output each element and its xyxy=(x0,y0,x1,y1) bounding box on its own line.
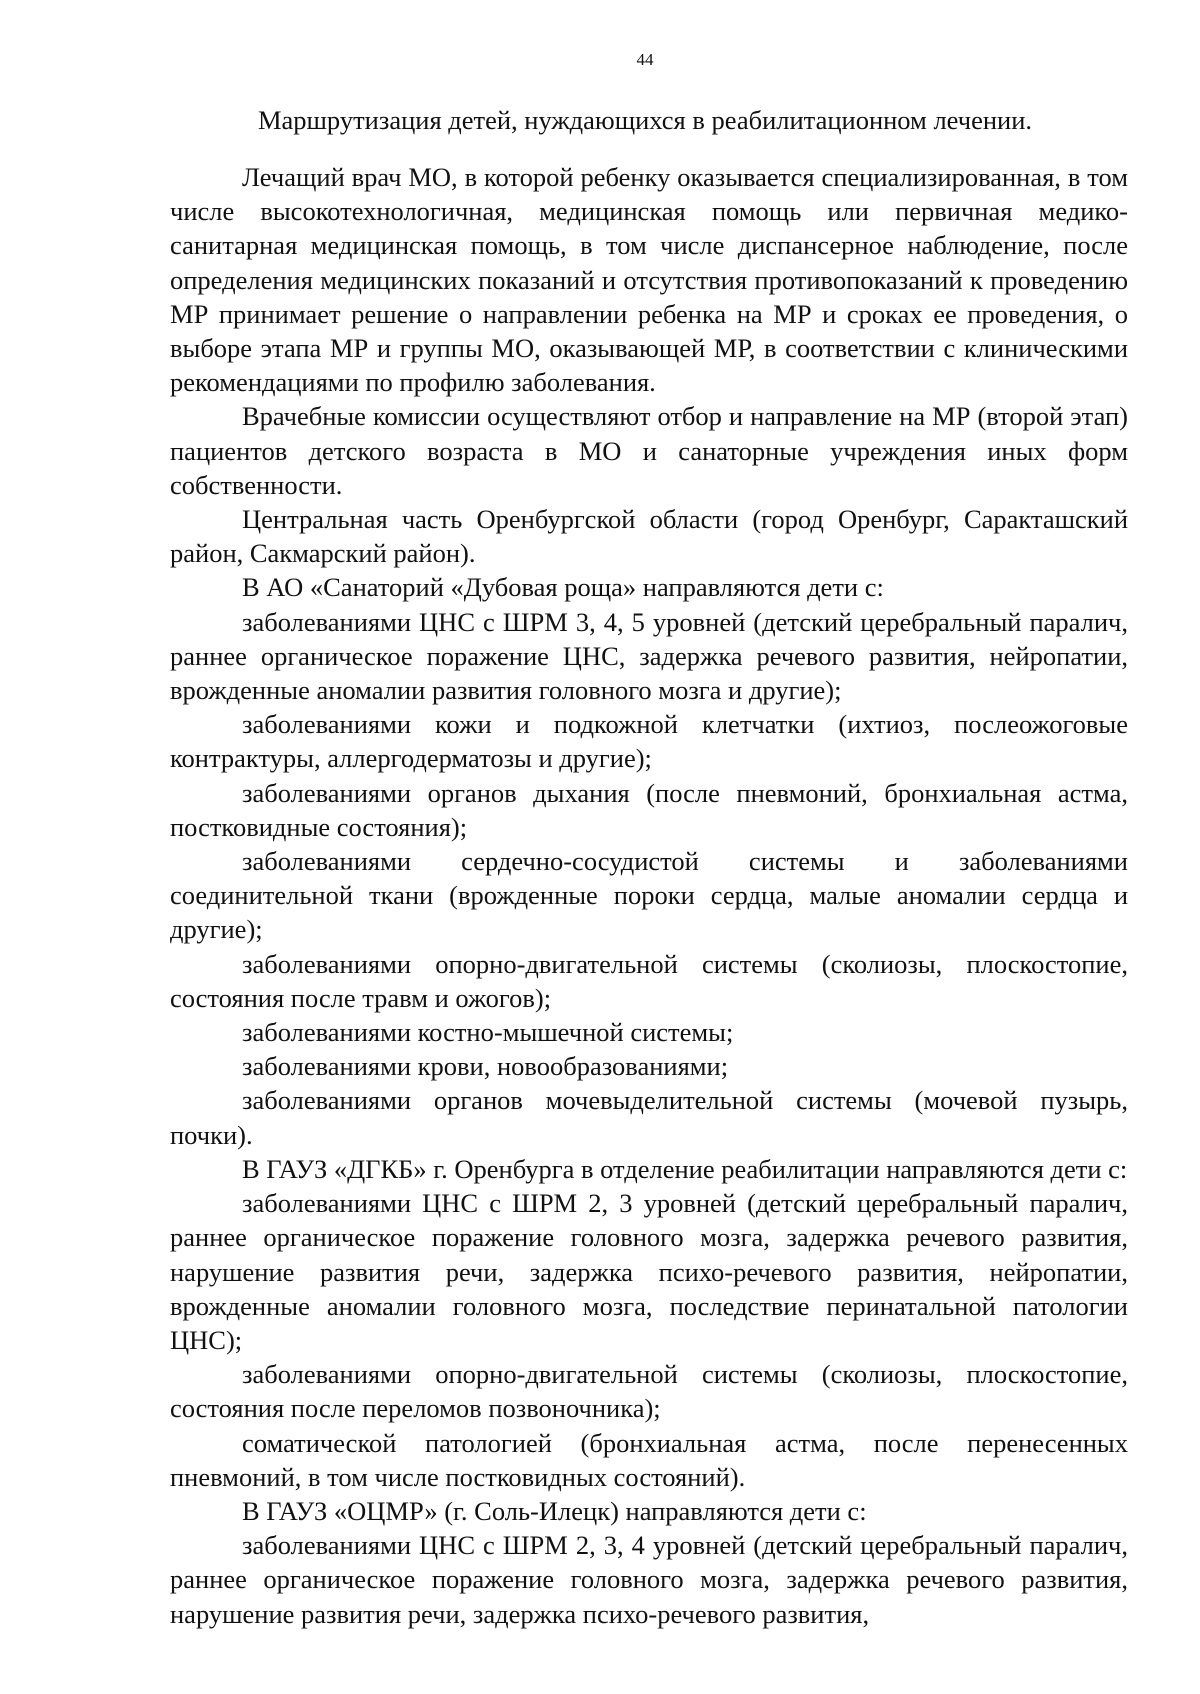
paragraph: Врачебные комиссии осуществляют отбор и направление на МР (второй этап) пациентов детского возраста в МО и санаторные учреждения иных форм собственности. xyxy=(170,401,1128,500)
list-item: заболеваниями органов дыхания (после пневмоний, бронхиальная астма, постковидные состояния); xyxy=(170,777,1128,842)
list-item: заболеваниями кожи и подкожной клетчатки (ихтиоз, послеожоговые контрактуры, аллергодерматозы и другие); xyxy=(170,709,1128,774)
list-item: заболеваниями органов мочевыделительной системы (мочевой пузырь, почки). xyxy=(170,1085,1128,1150)
list-item: заболеваниями ЦНС с ШРМ 2, 3, 4 уровней (детский церебральный паралич, раннее органическое поражение головного мозга, задержка речевого развития, нарушение развития речи, задержка психо-речевого развития, xyxy=(170,1530,1128,1629)
list-item: заболеваниями ЦНС с ШРМ 3, 4, 5 уровней (детский церебральный паралич, раннее органическое поражение ЦНС, задержка речевого развития, нейропатии, врожденные аномалии развития головного мозга и другие); xyxy=(170,606,1128,706)
paragraph: В ГАУЗ «ОЦМР» (г. Соль-Илецк) направляются дети с: xyxy=(242,1495,867,1526)
list-item: заболеваниями опорно-двигательной системы (сколиозы, плоскостопие, состояния после травм и ожогов); xyxy=(170,948,1128,1013)
list-item: заболеваниями костно-мышечной системы; xyxy=(242,1017,734,1048)
paragraph: Центральная часть Оренбургской области (город Оренбург, Саракташский район, Сакмарский район). xyxy=(170,504,1128,569)
list-item: заболеваниями опорно-двигательной системы (сколиозы, плоскостопие, состояния после переломов позвоночника); xyxy=(170,1359,1128,1424)
list-item: соматической патологией (бронхиальная астма, после перенесенных пневмоний, в том числе постковидных состояний). xyxy=(170,1427,1128,1492)
page-number: 44 xyxy=(636,50,654,69)
document-title: Маршрутизация детей, нуждающихся в реабилитационном лечении. xyxy=(257,105,1033,135)
list-item: заболеваниями сердечно-сосудистой системы и заболеваниями соединительной ткани (врожденные пороки сердца, малые аномалии сердца и другие); xyxy=(170,846,1128,945)
list-item: заболеваниями ЦНС с ШРМ 2, 3 уровней (детский церебральный паралич, раннее органическое поражение головного мозга, задержка речевого развития, нарушение развития речи, задержка психо-речевого развития, нейропатии, врожденные аномалии головного мозга, последствие перинатальной патологии ЦНС); xyxy=(170,1188,1128,1355)
document-body xyxy=(170,160,1128,1631)
paragraph: В АО «Санаторий «Дубовая роща» направляются дети с: xyxy=(242,572,884,603)
list-item: заболеваниями крови, новообразованиями; xyxy=(242,1051,729,1082)
paragraph: В ГАУЗ «ДГКБ» г. Оренбурга в отделение реабилитации направляются дети с: xyxy=(242,1153,1128,1184)
paragraph: Лечащий врач МО, в которой ребенку оказывается специализированная, в том числе высокотехнологичная, медицинская помощь или первичная медико-санитарная медицинская помощь, в том числе диспансерное наблюдение, после определения медицинских показаний и отсутствия противопоказаний к проведению МР принимает решение о направлении ребенка на МР и сроках ее проведения, о выборе этапа МР и группы МО, оказывающей МР, в соответствии с клиническими рекомендациями по профилю заболевания. xyxy=(170,162,1128,398)
